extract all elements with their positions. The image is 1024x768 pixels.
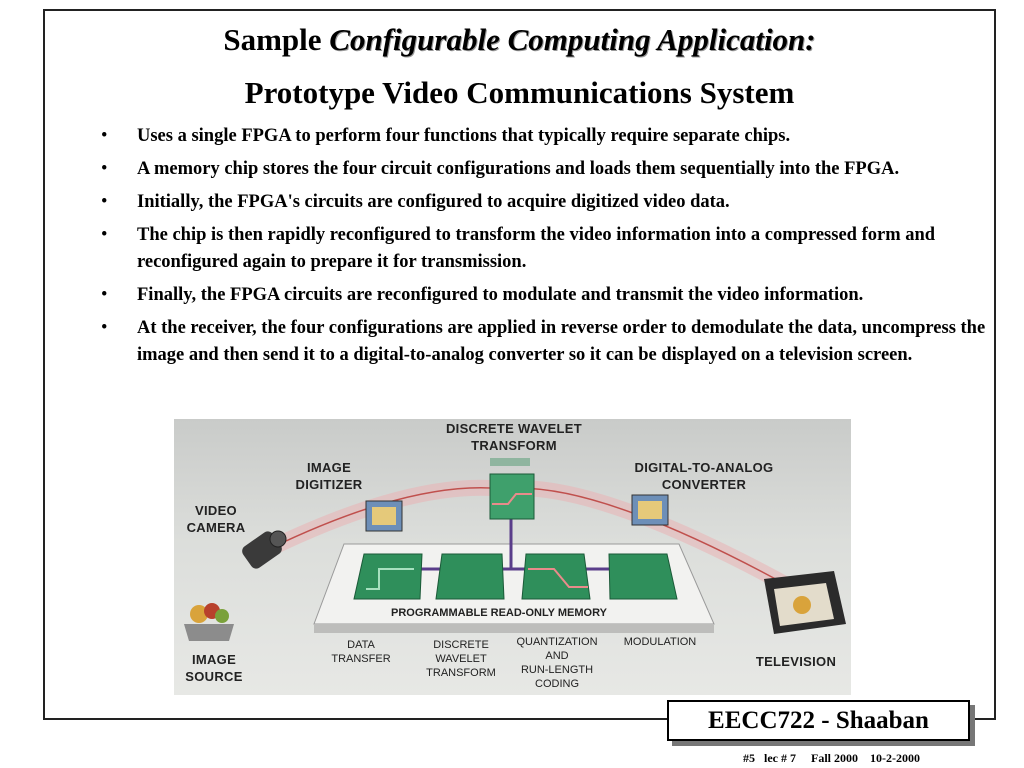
bullet-item: • At the receiver, the four configurations are applied in reverse order to demodulate the data, uncompress the image and then send it to a digital-to-analog converter so it can be displayed on a television screen. — [91, 315, 996, 369]
bullet-list — [91, 123, 996, 375]
slide-subtitle: Prototype Video Communications System — [244, 75, 795, 110]
bullet-dot: • — [101, 225, 108, 245]
footer-note: #5 lec # 7 Fall 2000 10-2-2000 — [743, 751, 920, 765]
slide-title — [45, 22, 994, 58]
label-image-source: IMAGE SOURCE — [185, 652, 243, 684]
label-prom: PROGRAMMABLE READ-ONLY MEMORY — [391, 607, 607, 619]
label-image-digitizer: IMAGE DIGITIZER — [295, 460, 363, 492]
system-diagram — [174, 419, 851, 695]
chip-data-transfer — [354, 554, 422, 599]
label-dac: DIGITAL-TO-ANALOG CONVERTER — [634, 460, 774, 492]
fpga-pins — [490, 458, 530, 466]
bullet-dot: • — [101, 126, 108, 146]
label-data-transfer: DATA TRANSFER — [331, 639, 391, 665]
bullet-item: • Initially, the FPGA's circuits are configured to acquire digitized video data. — [91, 189, 996, 216]
image-source-stand — [184, 624, 234, 641]
chip-modulation — [609, 554, 677, 599]
label-modulation: MODULATION — [623, 636, 697, 648]
bullet-dot: • — [101, 192, 108, 212]
course-footer: EECC722 - Shaaban — [667, 700, 970, 741]
title-emphasis: Configurable Computing Application: — [329, 22, 816, 57]
title-prefix: Sample — [223, 22, 330, 57]
bullet-dot: • — [101, 318, 108, 338]
bullet-item: • Uses a single FPGA to perform four functions that typically require separate chips. — [91, 123, 996, 150]
chip-dwt — [436, 554, 504, 599]
bullet-item: • A memory chip stores the four circuit configurations and loads them sequentially into the FPGA. — [91, 156, 996, 183]
label-video-camera: VIDEO CAMERA — [186, 503, 246, 535]
platform-edge — [314, 624, 714, 633]
bullet-item: • The chip is then rapidly reconfigured to transform the video information into a compressed form and reconfigured again to prepare it for transmission. — [91, 222, 996, 276]
label-dwt-top: DISCRETE WAVELET TRANSFORM — [445, 421, 582, 453]
bullet-item: • Finally, the FPGA circuits are reconfigured to modulate and transmit the video information. — [91, 282, 996, 309]
bullet-dot: • — [101, 285, 108, 305]
fpga-chip — [490, 474, 534, 519]
label-quantization: QUANTIZATION AND RUN-LENGTH CODING — [516, 636, 598, 690]
label-television: TELEVISION — [755, 654, 837, 669]
bullet-dot: • — [101, 159, 108, 179]
chip-quantization — [522, 554, 590, 599]
label-dwt-bottom: DISCRETE WAVELET TRANSFORM — [426, 639, 496, 679]
